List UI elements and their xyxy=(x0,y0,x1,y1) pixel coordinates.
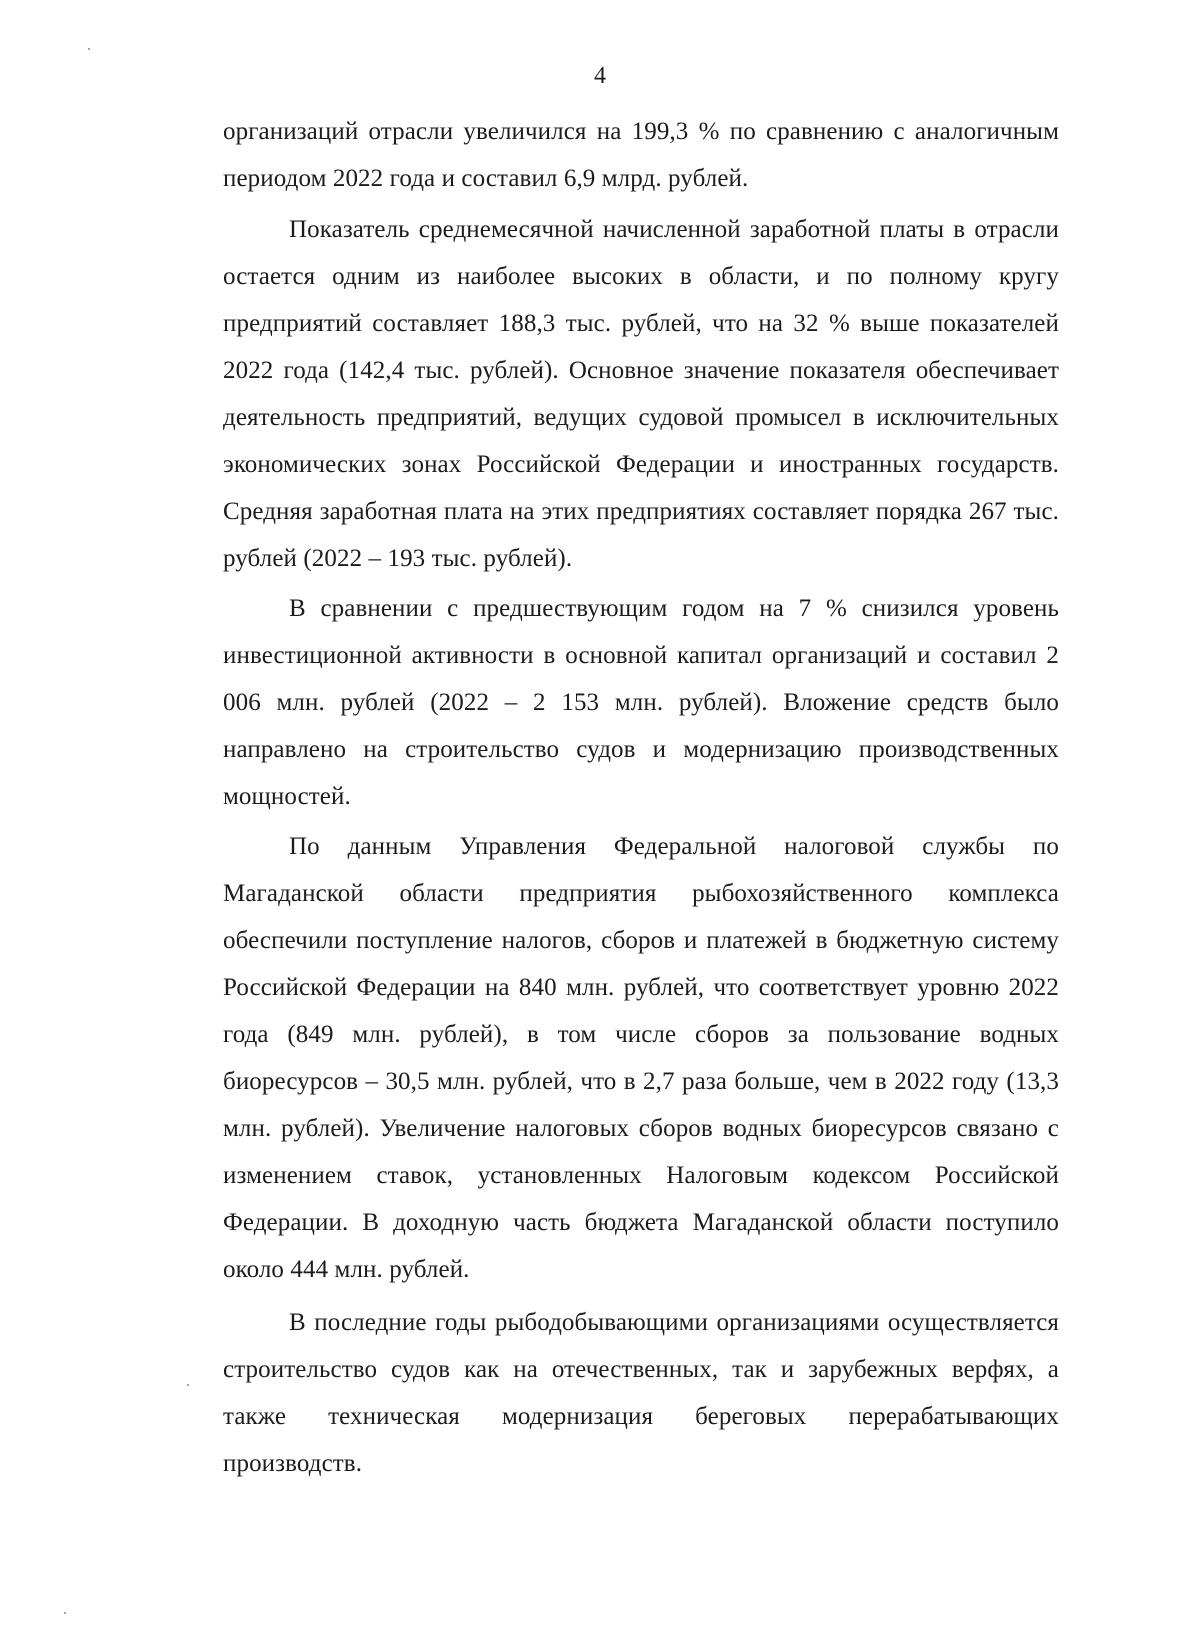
scan-speck xyxy=(64,1612,66,1614)
paragraph-investment: В сравнении с предшествующим годом на 7 % снизился уровень инвестиционной активности в основной капитал организаций и составил 2 006 млн. рублей (2022 – 2 153 млн. рублей). Вложение средств было направлено на строительство судов и модернизацию производственных мощностей. xyxy=(223,595,1059,810)
paragraph-taxes: По данным Управления Федеральной налоговой службы по Магаданской области предприятия рыбохозяйственного комплекса обеспечили поступление налогов, сборов и платежей в бюджетную систему Российской Федерации на 840 млн. рублей, что соответствует уровню 2022 года (849 млн. рублей), в том числе сборов за пользование водных биоресурсов – 30,5 млн. рублей, что в 2,7 раза больше, чем в 2022 году (13,3 млн. рублей). Увеличение налоговых сборов водных биоресурсов связано с изменением ставок, установленных Налоговым кодексом Российской Федерации. В доходную часть бюджета Магаданской области поступило около 444 млн. рублей. xyxy=(223,833,1059,1283)
paragraph-shipbuilding: В последние годы рыбодобывающими организациями осуществляется строительство судов как на отечественных, так и зарубежных верфях, а также техническая модернизация береговых перерабатывающих производств. xyxy=(223,1309,1059,1477)
document-body xyxy=(223,108,1059,1487)
scan-speck xyxy=(187,1384,189,1386)
scan-speck xyxy=(88,48,90,50)
paragraph-continuation: организаций отрасли увеличился на 199,3 % по сравнению с аналогичным периодом 2022 года и составил 6,9 млрд. рублей. xyxy=(223,118,1059,192)
page-number: 4 xyxy=(594,63,606,89)
paragraph-salary: Показатель среднемесячной начисленной заработной платы в отрасли остается одним из наиболее высоких в области, и по полному кругу предприятий составляет 188,3 тыс. рублей, что на 32 % выше показателей 2022 года (142,4 тыс. рублей). Основное значение показателя обеспечивает деятельность предприятий, ведущих судовой промысел в исключительных экономических зонах Российской Федерации и иностранных государств. Средняя заработная плата на этих предприятиях составляет порядка 267 тыс. рублей (2022 – 193 тыс. рублей). xyxy=(223,216,1059,572)
